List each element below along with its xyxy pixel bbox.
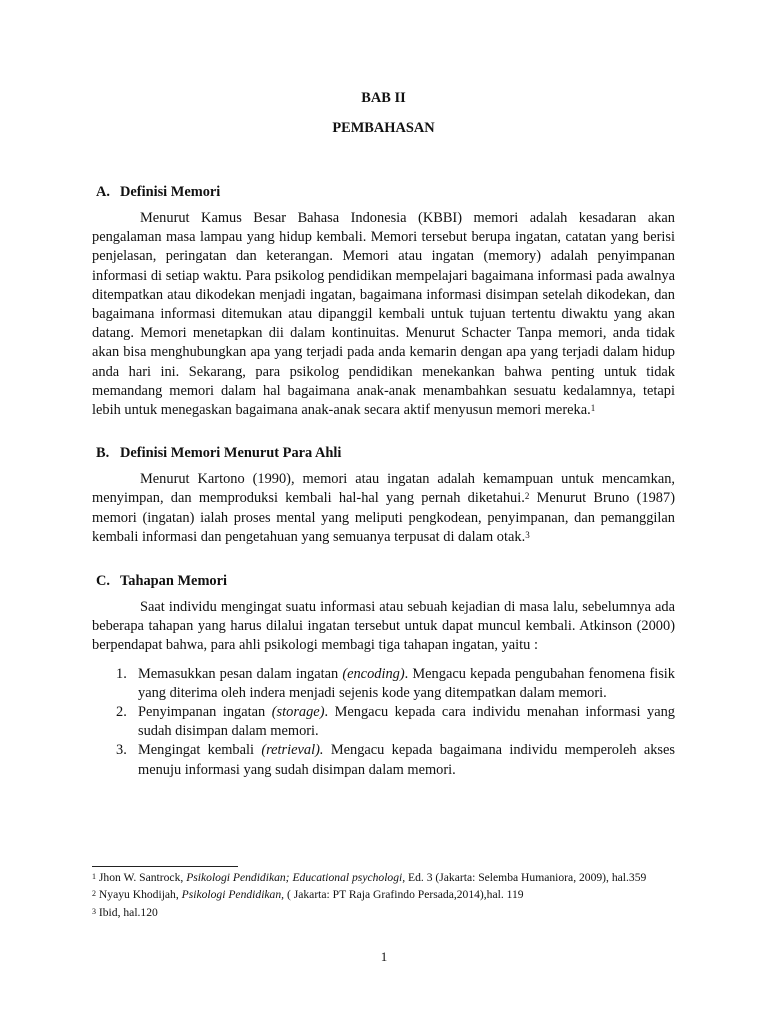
- footnote-title: Psikologi Pendidikan; Educational psychologi,: [186, 871, 406, 884]
- list-item-term: (storage): [271, 704, 325, 721]
- section-b-paragraph: [92, 470, 675, 547]
- section-c-heading: [92, 571, 675, 591]
- list-item-term: (encoding): [342, 665, 405, 682]
- footnote-ref-2[interactable]: 2: [524, 491, 530, 502]
- section-a-heading: [92, 182, 675, 202]
- list-item-text: [138, 665, 675, 703]
- section-b-title: Definisi Memori Menurut Para Ahli: [120, 445, 342, 462]
- memory-stages-list: [92, 665, 675, 780]
- list-item-number: 3.: [116, 742, 127, 759]
- footnote-publication: ( Jakarta: PT Raja Grafindo Persada,2014),hal. 119: [284, 888, 524, 902]
- footnote-number: 3: [92, 906, 96, 916]
- footnote-author: Ibid, hal.120: [96, 905, 158, 919]
- footnote-author: Nyayu Khodijah,: [96, 888, 182, 902]
- footnote-1: [92, 869, 675, 886]
- list-item: [92, 665, 675, 703]
- section-b-letter: B.: [96, 445, 110, 462]
- list-item-text: [138, 703, 675, 741]
- section-a-text: Menurut Kamus Besar Bahasa Indonesia (KBBI) memori adalah kesadaran akan pengalaman masa lampau yang hidup kembali. Memori tersebut berupa ingatan, catatan yang berisi penjelasan, peringatan dan keterangan. Memori atau ingatan (memory) adalah penyimpanan informasi di setiap waktu. Para psikolog pendidikan mempelajari bagaimana informasi pada awalnya ditempatkan atau dikodekan menjadi ingatan, bagaimana informasi disimpan setelah dikodekan, dan bagaimana informasi ditemukan atau dipanggil kembali untuk tujuan tertentu diwaktu yang akan datang. Memori menetapkan dii dalam kontinuitas. Menurut Schacter Tanpa memori, anda tidak akan bisa menghubungkan apa yang terjadi pada anda kemarin dengan apa yang terjadi dalam hidup anda hari ini. Sekarang, para psikolog pendidikan menekankan bahwa penting untuk tidak memandang memori dalam hal bagaimana anak-anak menambahkan sesuatu kedalamnya, tetapi lebih untuk menegaskan bagaimana anak-anak secara aktif menyusun memori mereka.: [92, 210, 675, 419]
- section-c-letter: C.: [96, 573, 110, 590]
- footnote-number: 1: [92, 872, 96, 881]
- footnote-title: Psikologi Pendidikan,: [181, 888, 285, 902]
- list-item-term: (retrieval).: [261, 742, 324, 759]
- footnote-author: Jhon W. Santrock,: [96, 871, 187, 884]
- footnote-divider: [92, 866, 238, 867]
- list-item-rest: . Mengacu kepada pengubahan fenomena fisik yang diterima oleh indera menjadi sejenis kode yang ditempatkan dalam memori.: [138, 665, 675, 701]
- section-a-letter: A.: [96, 184, 110, 200]
- chapter-label: BAB II: [361, 90, 406, 106]
- list-item-lead: Memasukkan pesan dalam ingatan: [138, 665, 343, 682]
- section-a-paragraph: [92, 209, 675, 420]
- footnote-2: [92, 886, 675, 903]
- list-item-text: [138, 741, 675, 779]
- list-item-lead: Penyimpanan ingatan: [138, 704, 272, 721]
- footnote-publication: Ed. 3 (Jakarta: Selemba Humaniora, 2009), hal.359: [405, 871, 647, 884]
- section-b-text-1: Menurut Kartono (1990), memori atau ingatan adalah kemampuan untuk mencamkan, menyimpan, dan memproduksi kembali hal-hal yang pernah diketahui.: [92, 471, 675, 507]
- list-item-rest: Mengacu kepada bagaimana individu memperoleh akses menuju informasi yang sudah disimpan dalam memori.: [138, 742, 675, 778]
- list-item: [92, 741, 675, 779]
- section-b-heading: [92, 443, 675, 463]
- section-b-text-2: Menurut Bruno (1987) memori (ingatan) ialah proses mental yang meliputi pengkodean, penyimpanan, dan pemanggilan kembali informasi dan pengetahuan yang semuanya terpusat di dalam otak.: [92, 490, 675, 545]
- list-item-lead: Mengingat kembali: [138, 742, 262, 759]
- page-number: 1: [380, 949, 388, 964]
- chapter-title: PEMBAHASAN: [332, 120, 435, 136]
- footnote-3: [92, 904, 675, 921]
- footnote-ref-3[interactable]: 3: [525, 529, 530, 540]
- list-item-number: 2.: [116, 704, 127, 721]
- list-item: [92, 703, 675, 741]
- footnote-ref-1[interactable]: 1: [590, 403, 596, 414]
- footnote-number: 2: [92, 889, 96, 899]
- list-item-number: 1.: [116, 665, 127, 682]
- section-c-title: Tahapan Memori: [120, 573, 228, 590]
- list-item-rest: . Mengacu kepada cara individu menahan informasi yang sudah disimpan dalam memori.: [138, 704, 675, 740]
- footnotes: [92, 869, 675, 921]
- section-a-title: Definisi Memori: [120, 184, 221, 200]
- section-c-paragraph: Saat individu mengingat suatu informasi atau sebuah kejadian di masa lalu, sebelumnya ada beberapa tahapan yang harus dilalui ingatan tersebut untuk dapat muncul kembali. Atkinson (2000) berpendapat bahwa, para ahli psikologi membagi tiga tahapan ingatan, yaitu :: [92, 599, 675, 654]
- document-page: [92, 88, 675, 780]
